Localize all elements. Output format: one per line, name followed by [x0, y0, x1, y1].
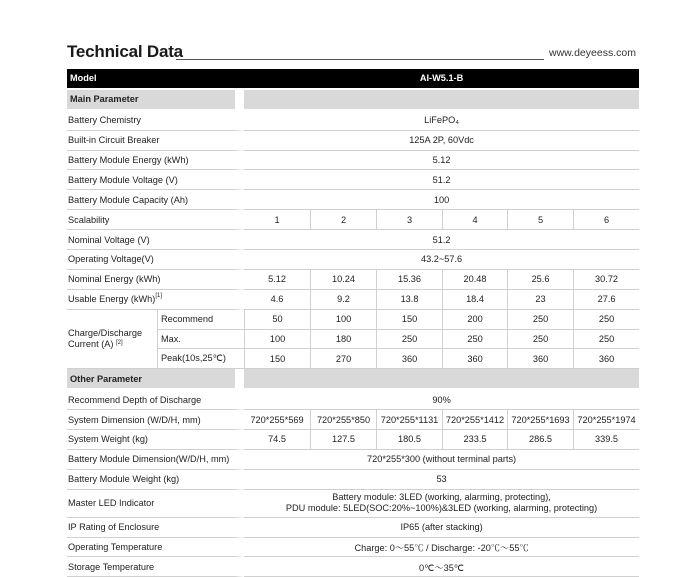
label-line: Current (A) [68, 339, 114, 350]
table-row [67, 210, 639, 230]
title-rule [176, 59, 544, 60]
row-label: Operating Temperature [67, 538, 244, 558]
section-main-parameter [67, 90, 639, 111]
cell-value: 720*255*1693 [507, 410, 573, 430]
row-label: Battery Module Voltage (V) [67, 170, 244, 190]
website-url: www.deyeess.com [549, 47, 636, 59]
cell-value: 250 [507, 310, 573, 330]
row-label: Recommend Depth of Discharge [67, 390, 244, 410]
footnote-marker: [1] [155, 293, 162, 300]
sub-label: Recommend [157, 310, 244, 330]
section-title: Main Parameter [67, 90, 244, 111]
cell-value: 250 [573, 330, 639, 350]
cell-value: 5.12 [244, 270, 310, 290]
row-value: 90% [244, 390, 639, 410]
cell-value: 9.2 [310, 290, 376, 310]
cell-value: 100 [310, 310, 376, 330]
cell-value: 360 [507, 349, 573, 369]
row-label: IP Rating of Enclosure [67, 518, 244, 538]
cell-value: 720*255*1412 [442, 410, 507, 430]
row-label: Nominal Voltage (V) [67, 230, 244, 250]
table-row [67, 410, 639, 430]
cell-value: 720*255*569 [244, 410, 310, 430]
table-row [67, 490, 639, 518]
row-value: IP65 (after stacking) [244, 518, 639, 538]
cell-value: 6 [573, 210, 639, 230]
table-row [67, 131, 639, 151]
table-row [67, 310, 639, 330]
cell-value: 270 [310, 349, 376, 369]
cell-value: 150 [376, 310, 442, 330]
footnote-marker: [2] [116, 340, 123, 347]
row-label: Battery Module Capacity (Ah) [67, 190, 244, 210]
table-row [67, 430, 639, 450]
row-label: System Dimension (W/D/H, mm) [67, 410, 244, 430]
row-value: 125A 2P, 60Vdc [244, 131, 639, 151]
cell-value: 1 [244, 210, 310, 230]
cell-value: 250 [442, 330, 507, 350]
cell-value: 180.5 [376, 430, 442, 450]
table-row [67, 111, 639, 131]
sub-label: Max. [157, 330, 244, 350]
section-title: Other Parameter [67, 369, 244, 390]
sub-label: Peak(10s,25℃) [157, 349, 244, 369]
table-row [67, 270, 639, 290]
table-row [67, 557, 639, 577]
usable-energy-label: Usable Energy (kWh) [68, 294, 156, 305]
cell-value: 720*255*850 [310, 410, 376, 430]
cell-value: 25.6 [507, 270, 573, 290]
row-label: Battery Module Dimension(W/D/H, mm) [67, 450, 244, 470]
cell-value: 74.5 [244, 430, 310, 450]
table-row [67, 450, 639, 470]
cell-value: 27.6 [573, 290, 639, 310]
cell-value: 360 [573, 349, 639, 369]
row-value: LiFePO₄ [244, 111, 639, 131]
charge-current-label [67, 310, 157, 370]
row-value: 51.2 [244, 170, 639, 190]
table-row [67, 151, 639, 171]
cell-value: 250 [507, 330, 573, 350]
cell-value: 233.5 [442, 430, 507, 450]
table-row [67, 230, 639, 250]
led-line: PDU module: 5LED(SOC:20%~100%)&3LED (working, alarming, protecting) [285, 503, 598, 514]
cell-value: 5 [507, 210, 573, 230]
model-value: AI-W5.1-B [244, 69, 639, 90]
table-row [67, 250, 639, 270]
cell-value: 360 [442, 349, 507, 369]
table-row [67, 518, 639, 538]
label-line: Charge/Discharge [68, 328, 143, 339]
row-value: 5.12 [244, 151, 639, 171]
row-value: 100 [244, 190, 639, 210]
cell-value: 339.5 [573, 430, 639, 450]
cell-value: 20.48 [442, 270, 507, 290]
cell-value: 3 [376, 210, 442, 230]
cell-value: 250 [376, 330, 442, 350]
cell-value: 127.5 [310, 430, 376, 450]
row-value: 0℃～35℃ [244, 557, 639, 577]
row-value: 43.2~57.6 [244, 250, 639, 270]
cell-value: 720*255*1131 [376, 410, 442, 430]
cell-value: 18.4 [442, 290, 507, 310]
cell-value: 360 [376, 349, 442, 369]
model-row [67, 69, 639, 90]
table-row [67, 470, 639, 490]
cell-value: 286.5 [507, 430, 573, 450]
table-row [67, 290, 639, 310]
cell-value: 4 [442, 210, 507, 230]
row-label: Operating Voltage(V) [67, 250, 244, 270]
row-label: Master LED Indicator [67, 490, 244, 518]
model-label: Model [67, 69, 244, 90]
row-value: Charge: 0～55℃ / Discharge: -20℃～55℃ [244, 538, 639, 558]
led-line: Battery module: 3LED (working, alarming, protecting), [332, 492, 551, 503]
row-label: Battery Module Energy (kWh) [67, 151, 244, 171]
row-label: Battery Chemistry [67, 111, 244, 131]
row-label: Built-in Circuit Breaker [67, 131, 244, 151]
cell-value: 150 [244, 349, 310, 369]
cell-value: 50 [244, 310, 310, 330]
table-row [67, 170, 639, 190]
row-label: System Weight (kg) [67, 430, 244, 450]
cell-value: 200 [442, 310, 507, 330]
row-label: Battery Module Weight (kg) [67, 470, 244, 490]
table-row [67, 390, 639, 410]
row-label [67, 290, 244, 310]
page-title: Technical Data [67, 42, 183, 61]
row-value [244, 490, 639, 518]
row-label: Storage Temperature [67, 557, 244, 577]
row-label: Nominal Energy (kWh) [67, 270, 244, 290]
cell-value: 250 [573, 310, 639, 330]
cell-value: 10.24 [310, 270, 376, 290]
cell-value: 30.72 [573, 270, 639, 290]
cell-value: 720*255*1974 [573, 410, 639, 430]
cell-value: 15.36 [376, 270, 442, 290]
row-label: Scalability [67, 210, 244, 230]
row-value: 51.2 [244, 230, 639, 250]
cell-value: 13.8 [376, 290, 442, 310]
cell-value: 180 [310, 330, 376, 350]
table-row [67, 190, 639, 210]
cell-value: 4.6 [244, 290, 310, 310]
table-row [67, 538, 639, 558]
cell-value: 23 [507, 290, 573, 310]
section-other-parameter [67, 369, 639, 390]
cell-value: 100 [244, 330, 310, 350]
technical-data-table [67, 69, 639, 577]
row-value: 720*255*300 (without terminal parts) [244, 450, 639, 470]
row-value: 53 [244, 470, 639, 490]
cell-value: 2 [310, 210, 376, 230]
